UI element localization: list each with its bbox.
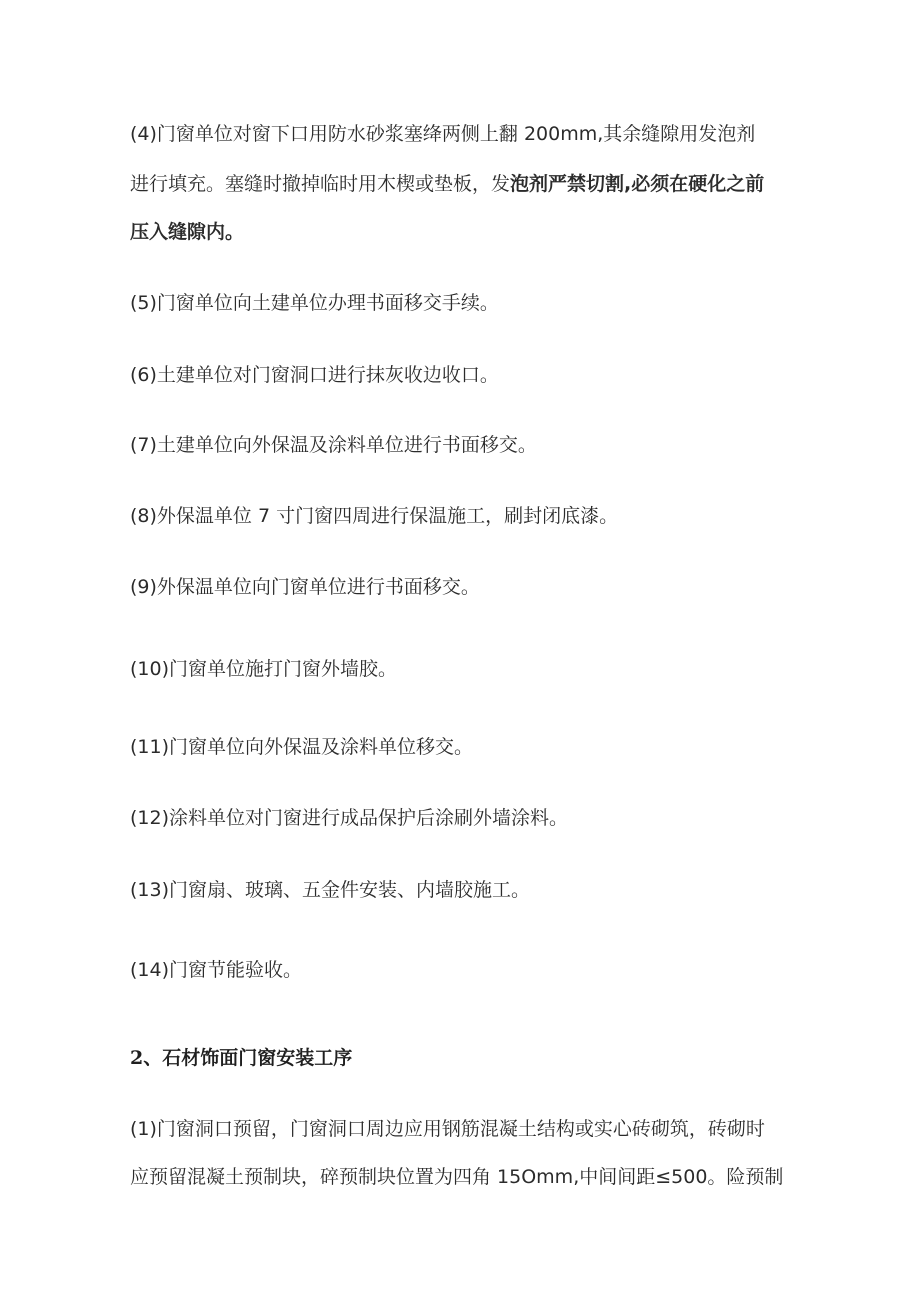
paragraph-1-line-1: (1)门窗洞口预留，门窗洞口周边应用钢筋混凝土结构或实心砖砌筑，砖砌时 bbox=[130, 1118, 765, 1140]
step-11: (11)门窗单位向外保温及涂料单位移交。 bbox=[130, 736, 474, 758]
step-6: (6)土建单位对门窗洞口进行抹灰收边收口。 bbox=[130, 364, 499, 386]
step-8: (8)外保温单位 7 寸门窗四周进行保温施工，刷封闭底漆。 bbox=[130, 505, 619, 527]
step-7: (7)土建单位向外保温及涂料单位进行书面移交。 bbox=[130, 434, 537, 456]
step-13: (13)门窗扇、玻璃、五金件安装、内墙胶施工。 bbox=[130, 879, 531, 901]
paragraph-4-line-1: (4)门窗单位对窗下口用防水砂浆塞绛两侧上翻 200mm,其余缝隙用发泡剂 bbox=[130, 123, 756, 145]
paragraph-4-line-3-bold: 压入缝隙内。 bbox=[130, 221, 245, 243]
step-14: (14)门窗节能验收。 bbox=[130, 959, 303, 981]
paragraph-1-line-2: 应预留混凝土预制块，碎预制块位置为四角 15Omm,中间间距≤500。险预制 bbox=[130, 1166, 784, 1188]
section-heading: 2、石材饰面门窗安装工序 bbox=[130, 1047, 353, 1069]
step-9: (9)外保温单位向门窗单位进行书面移交。 bbox=[130, 576, 480, 598]
paragraph-4-line-2-bold: 泡剂严禁切割,必须在硬化之前 bbox=[510, 173, 765, 195]
step-5: (5)门窗单位向土建单位办理书面移交手续。 bbox=[130, 292, 499, 314]
step-12: (12)涂料单位对门窗进行成品保护后涂刷外墙涂料。 bbox=[130, 807, 569, 829]
step-10: (10)门窗单位施打门窗外墙胶。 bbox=[130, 658, 398, 680]
paragraph-4-line-2 bbox=[130, 170, 764, 198]
paragraph-4-line-2-normal: 进行填充。塞缝时撤掉临时用木楔或垫板，发 bbox=[130, 173, 511, 195]
